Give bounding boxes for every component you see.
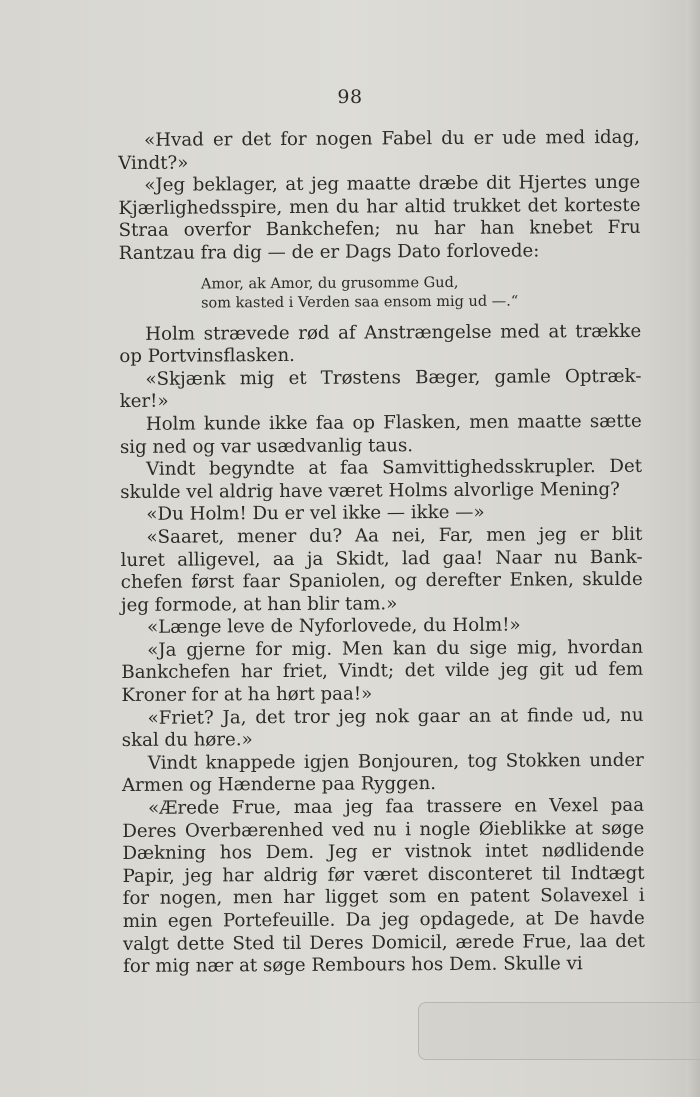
text-line: chefen først faar Spaniolen, og derefter Enken, skulde [120,568,643,594]
paragraph [120,524,643,618]
verse-line: som kasted i Verden saa ensom mig ud —.“ [201,293,519,312]
text-line: for nogen, men har ligget som en patent Solavexel i [122,885,645,910]
text-line: «Hvad er det for nogen Fabel du er ude med idag, [143,126,640,151]
text-line: Dækning hos Dem. Jeg er vistnok intet nødlidende [122,840,645,865]
body-text [118,127,645,979]
page-tab [418,1002,700,1060]
text-line: «Ja gjerne for mig. Men kan du sige mig, hvordan [147,636,644,661]
text-line: valgt dette Sted til Deres Domicil, ærede Frue, laa det [122,930,645,955]
paragraph [122,750,644,798]
text-line: luret alligevel, aa ja Skidt, lad gaa! Naar nu Bank- [120,546,643,571]
text-line: skulde vel aldrig have været Holms alvorlige Mening? [120,478,620,503]
paragraph [122,704,644,752]
text-line: sig ned og var usædvanlig taus. [119,434,414,458]
text-line: Kjærlighedsspire, men du har altid trukket det korteste [118,194,641,219]
page-edge [686,0,700,1097]
text-line: «Længe leve de Nyforlovede, du Holm!» [146,614,521,639]
paragraph [120,501,642,527]
paragraph [118,127,640,175]
text-line: Holm strævede rød af Anstrængelse med at trække [145,320,642,345]
paragraphs-before-verse [118,127,641,266]
text-line: «Du Holm! Du er vel ikke — ikke —» [146,502,485,526]
paragraph [120,411,642,459]
text-line: «Friet? Ja, det tror jeg nok gaar an at finde ud, nu [147,704,644,729]
paragraph [120,456,642,504]
paragraph [121,614,643,640]
text-line: Holm kunde ikke faa op Flasken, men maatte sætte [145,410,642,435]
text-line: Bankchefen har friet, Vindt; det vilde jeg git ud fem [121,659,644,684]
text-line: «Skjænk mig et Trøstens Bæger, gamle Optræk- [145,365,642,390]
text-line: op Portvinsflasken. [119,345,296,368]
text-line: for mig nær at søge Rembours hos Dem. Skulle vi [123,953,583,978]
page-number: 98 [337,86,363,108]
text-line: Vindt begyndte at faa Samvittighedsskrupler. Det [146,455,643,480]
paragraph [122,795,645,979]
paragraph [119,366,641,414]
text-line: jeg formode, at han blir tam.» [120,592,398,616]
text-line: Papir, jeg har aldrig før været disconteret til Indtægt [122,862,645,887]
text-line: Kroner for at ha hørt paa!» [121,683,373,707]
text-line: «Ærede Frue, maa jeg faa trassere en Vexel paa [148,794,645,819]
text-line: Armen og Hænderne paa Ryggen. [121,773,437,797]
text-line: skal du høre.» [121,729,253,752]
text-line: ker!» [119,391,169,413]
text-line: Rantzau fra dig — de er Dags Dato forlovede: [118,240,540,264]
paragraphs-after-verse [119,320,645,978]
paragraph [121,637,643,708]
verse [201,272,641,313]
text-line: Deres Overbærenhed ved nu i nogle Øieblikke at søge [122,817,645,842]
text-line: «Jeg beklager, at jeg maatte dræbe dit Hjertes unge [144,171,641,197]
text-line: «Saaret, mener du? Aa nei, Far, men jeg er blit [146,523,643,548]
verse-line: Amor, ak Amor, du grusomme Gud, [200,274,459,293]
paragraph [119,320,641,368]
text-line: Straa overfor Bankchefen; nu har han knebet Fru [118,217,641,242]
text-line: Vindt?» [118,152,189,174]
text-line: min egen Portefeuille. Da jeg opdagede, at De havde [122,907,645,932]
paragraph [118,172,641,266]
text-line: Vindt knappede igjen Bonjouren, tog Stokken under [147,749,644,774]
